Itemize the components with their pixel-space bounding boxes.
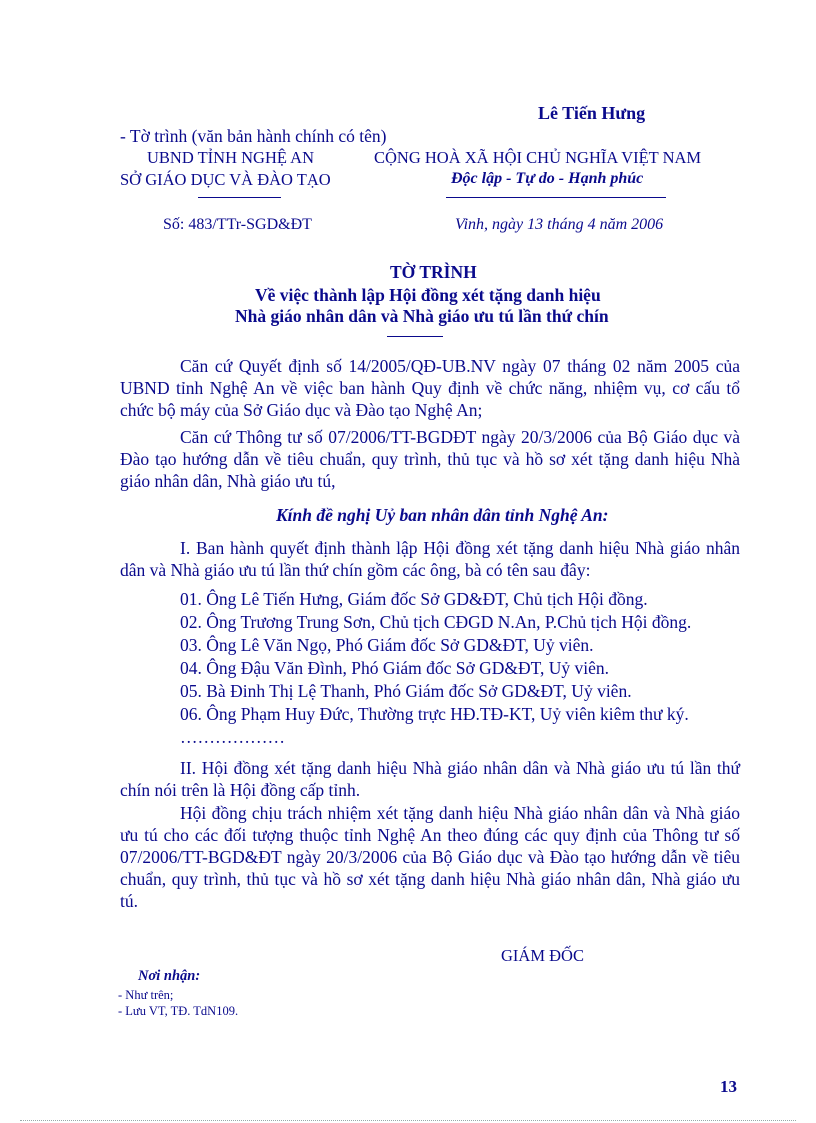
paragraph-legal-basis-1: Căn cứ Quyết định số 14/2005/QĐ-UB.NV ngày 07 tháng 02 năm 2005 của UBND tỉnh Nghệ An về việc ban hành Quy định về chức năng, nhiệm vụ, cơ cấu tổ chức bộ máy của Sở Giáo dục và Đào tạo Nghệ An; bbox=[120, 356, 740, 420]
paragraph-responsibility: Hội đồng chịu trách nhiệm xét tặng danh hiệu Nhà giáo nhân dân và Nhà giáo ưu tú cho các đối tượng thuộc tỉnh Nghệ An theo đúng các quy định của Thông tư số 07/2006/TT-BGD&ĐT ngày 20/3/2006 của Bộ Giáo dục và Đào tạo hướng dẫn về tiêu chuẩn, quy trình, thủ tục và hồ sơ xét tặng danh hiệu Nhà giáo nhân dân, Nhà giáo ưu tú. bbox=[120, 803, 740, 911]
paragraph-legal-basis-2: Căn cứ Thông tư số 07/2006/TT-BGDĐT ngày 20/3/2006 của Bộ Giáo dục và Đào tạo hướng dẫn về tiêu chuẩn, quy trình, thủ tục và hồ sơ xét tặng danh hiệu Nhà giáo nhân dân, Nhà giáo ưu tú, bbox=[120, 427, 740, 491]
recipient-item: - Như trên; bbox=[118, 988, 174, 1002]
author-header: Lê Tiến Hưng bbox=[538, 103, 646, 123]
page-number: 13 bbox=[720, 1077, 737, 1096]
recipient-item: - Lưu VT, TĐ. TdN109. bbox=[118, 1004, 239, 1018]
doc-number: Số: 483/TTr-SGD&ĐT bbox=[163, 216, 312, 233]
list-item: 01. Ông Lê Tiến Hưng, Giám đốc Sở GD&ĐT, Chủ tịch Hội đồng. bbox=[180, 589, 648, 609]
list-ellipsis: ……………… bbox=[180, 727, 285, 747]
right-header-rule bbox=[446, 197, 666, 198]
recipients-label: Nơi nhận: bbox=[138, 968, 201, 984]
title-rule bbox=[387, 336, 443, 337]
list-item: 06. Ông Phạm Huy Đức, Thường trực HĐ.TĐ-KT, Uỷ viên kiêm thư ký. bbox=[180, 704, 689, 724]
right-header-line1: CỘNG HOÀ XÃ HỘI CHỦ NGHĨA VIỆT NAM bbox=[374, 148, 702, 167]
list-item: 05. Bà Đinh Thị Lệ Thanh, Phó Giám đốc Sở GD&ĐT, Uỷ viên. bbox=[180, 681, 632, 701]
document-title: TỜ TRÌNH bbox=[390, 262, 477, 282]
right-header-line2: Độc lập - Tự do - Hạnh phúc bbox=[451, 170, 644, 187]
list-item: 04. Ông Đậu Văn Đình, Phó Giám đốc Sở GD&ĐT, Uỷ viên. bbox=[180, 658, 610, 678]
doc-type-note: - Tờ trình (văn bản hành chính có tên) bbox=[120, 126, 387, 146]
place-date: Vinh, ngày 13 tháng 4 năm 2006 bbox=[455, 216, 664, 233]
document-subtitle-1: Về việc thành lập Hội đồng xét tặng danh hiệu bbox=[255, 285, 601, 305]
left-header-line1: UBND TỈNH NGHỆ AN bbox=[147, 148, 314, 167]
list-item: 03. Ông Lê Văn Ngọ, Phó Giám đốc Sở GD&ĐT, Uỷ viên. bbox=[180, 635, 594, 655]
signer-title: GIÁM ĐỐC bbox=[501, 946, 584, 965]
page-footer-border bbox=[20, 1120, 796, 1121]
list-item: 02. Ông Trương Trung Sơn, Chủ tịch CĐGD N.An, P.Chủ tịch Hội đồng. bbox=[180, 612, 692, 632]
document-subtitle-2: Nhà giáo nhân dân và Nhà giáo ưu tú lần thứ chín bbox=[235, 306, 609, 326]
request-heading: Kính đề nghị Uỷ ban nhân dân tỉnh Nghệ An: bbox=[276, 505, 609, 525]
paragraph-section-2: II. Hội đồng xét tặng danh hiệu Nhà giáo nhân dân và Nhà giáo ưu tú lần thứ chín nói trên là Hội đồng cấp tỉnh. bbox=[120, 758, 740, 800]
left-header-rule bbox=[198, 197, 281, 198]
paragraph-section-1: I. Ban hành quyết định thành lập Hội đồng xét tặng danh hiệu Nhà giáo nhân dân và Nhà giáo ưu tú lần thứ chín gồm các ông, bà có tên sau đây: bbox=[120, 538, 740, 580]
left-header-line2: SỞ GIÁO DỤC VÀ ĐÀO TẠO bbox=[120, 170, 331, 189]
